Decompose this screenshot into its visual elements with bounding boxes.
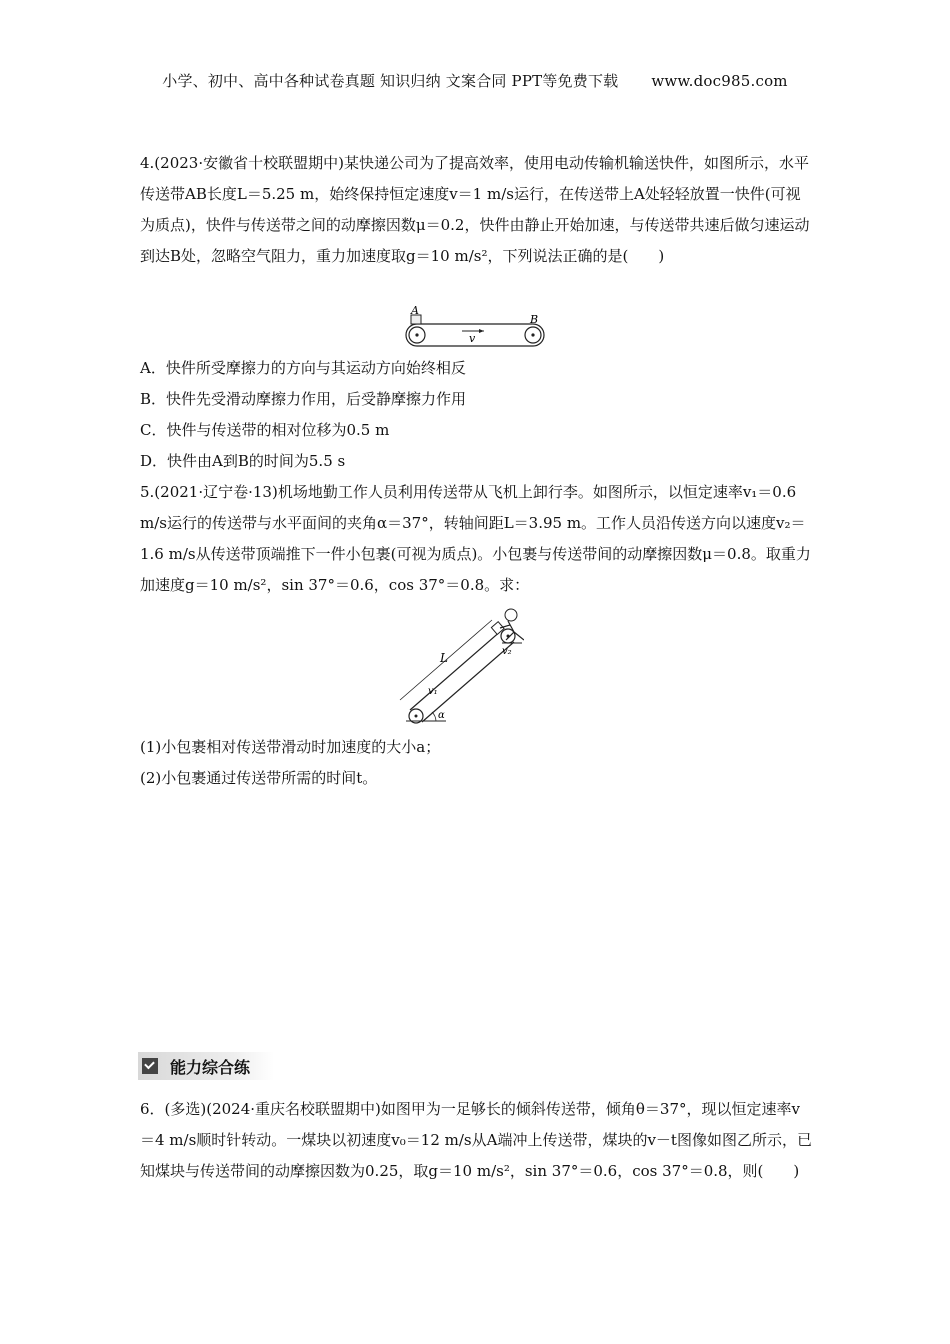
bottom-pulley-axle	[415, 715, 418, 718]
question-6	[140, 1094, 812, 1187]
right-pulley-axle	[531, 333, 534, 336]
sub-question-2: (2)小包裹通过传送带所需的时间t。	[140, 769, 378, 787]
inclined-conveyor-figure	[396, 602, 524, 726]
page-header	[0, 70, 950, 91]
label-v: v	[469, 332, 476, 345]
checkmark-icon	[142, 1058, 158, 1074]
section-title: 能力综合练	[170, 1058, 251, 1077]
question-4	[140, 148, 812, 272]
horizontal-conveyor-figure	[400, 304, 550, 348]
label-alpha: α	[438, 710, 445, 721]
belt-upper	[410, 630, 502, 710]
label-a: A	[411, 304, 419, 317]
question-4-text: 4.(2023·安徽省十校联盟期中)某快递公司为了提高效率，使用电动传输机输送快件，如图所示，水平传送带AB长度L＝5.25 m，始终保持恒定速度v＝1 m/s运行，在传送带上A处轻轻放置一快件(可视为质点)，快件与传送带之间的动摩擦因数μ＝0.2，快件由静止开始加速，与传送带共速后做匀速运动到达B处，忽略空气阻力，重力加速度取g＝10 m/s²，下列说法正确的是( )	[140, 154, 810, 265]
option-b[interactable]: B．快件先受滑动摩擦力作用，后受静摩擦力作用	[140, 390, 467, 408]
velocity-arrowhead	[479, 329, 484, 333]
belt-lower	[422, 642, 514, 722]
question-5-text: 5.(2021·辽宁卷·13)机场地勤工作人员利用传送带从飞机上卸行李。如图所示，以恒定速率v₁＝0.6 m/s运行的传送带与水平面间的夹角α＝37°，转轴间距L＝3.95 m。工作人员沿传送方向以速度v₂＝1.6 m/s从传送带顶端推下一件小包裹(可视为质点)。小包裹与传送带间的动摩擦因数μ＝0.8。取重力加速度g＝10 m/s²，sin 37°＝0.6，cos 37°＝0.8。求：	[140, 483, 811, 594]
option-c[interactable]: C．快件与传送带的相对位移为0.5 m	[140, 421, 390, 439]
label-v1: v₁	[428, 686, 438, 697]
left-pulley-axle	[415, 333, 418, 336]
section-header	[138, 1052, 274, 1080]
option-d[interactable]: D．快件由A到B的时间为5.5 s	[140, 452, 346, 470]
sub-question-1: (1)小包裹相对传送带滑动时加速度的大小a；	[140, 738, 441, 756]
label-v2: v₂	[502, 646, 512, 657]
label-L: L	[440, 651, 448, 665]
question-5	[140, 477, 812, 601]
question-6-text: 6．(多选)(2024·重庆名校联盟期中)如图甲为一足够长的倾斜传送带，倾角θ＝37°，现以恒定速率v＝4 m/s顺时针转动。一煤块以初速度v₀＝12 m/s从A端冲上传送带，煤块的v－t图像如图乙所示，已知煤块与传送带间的动摩擦因数为0.25，取g＝10 m/s²，sin 37°＝0.6，cos 37°＝0.8，则( )	[140, 1100, 812, 1180]
label-b: B	[530, 313, 539, 326]
worker-head	[505, 609, 517, 621]
option-a[interactable]: A．快件所受摩擦力的方向与其运动方向始终相反	[140, 359, 466, 377]
header-url[interactable]: www.doc985.com	[651, 72, 788, 90]
header-text: 小学、初中、高中各种试卷真题 知识归纳 文案合同 PPT等免费下载	[162, 72, 619, 90]
